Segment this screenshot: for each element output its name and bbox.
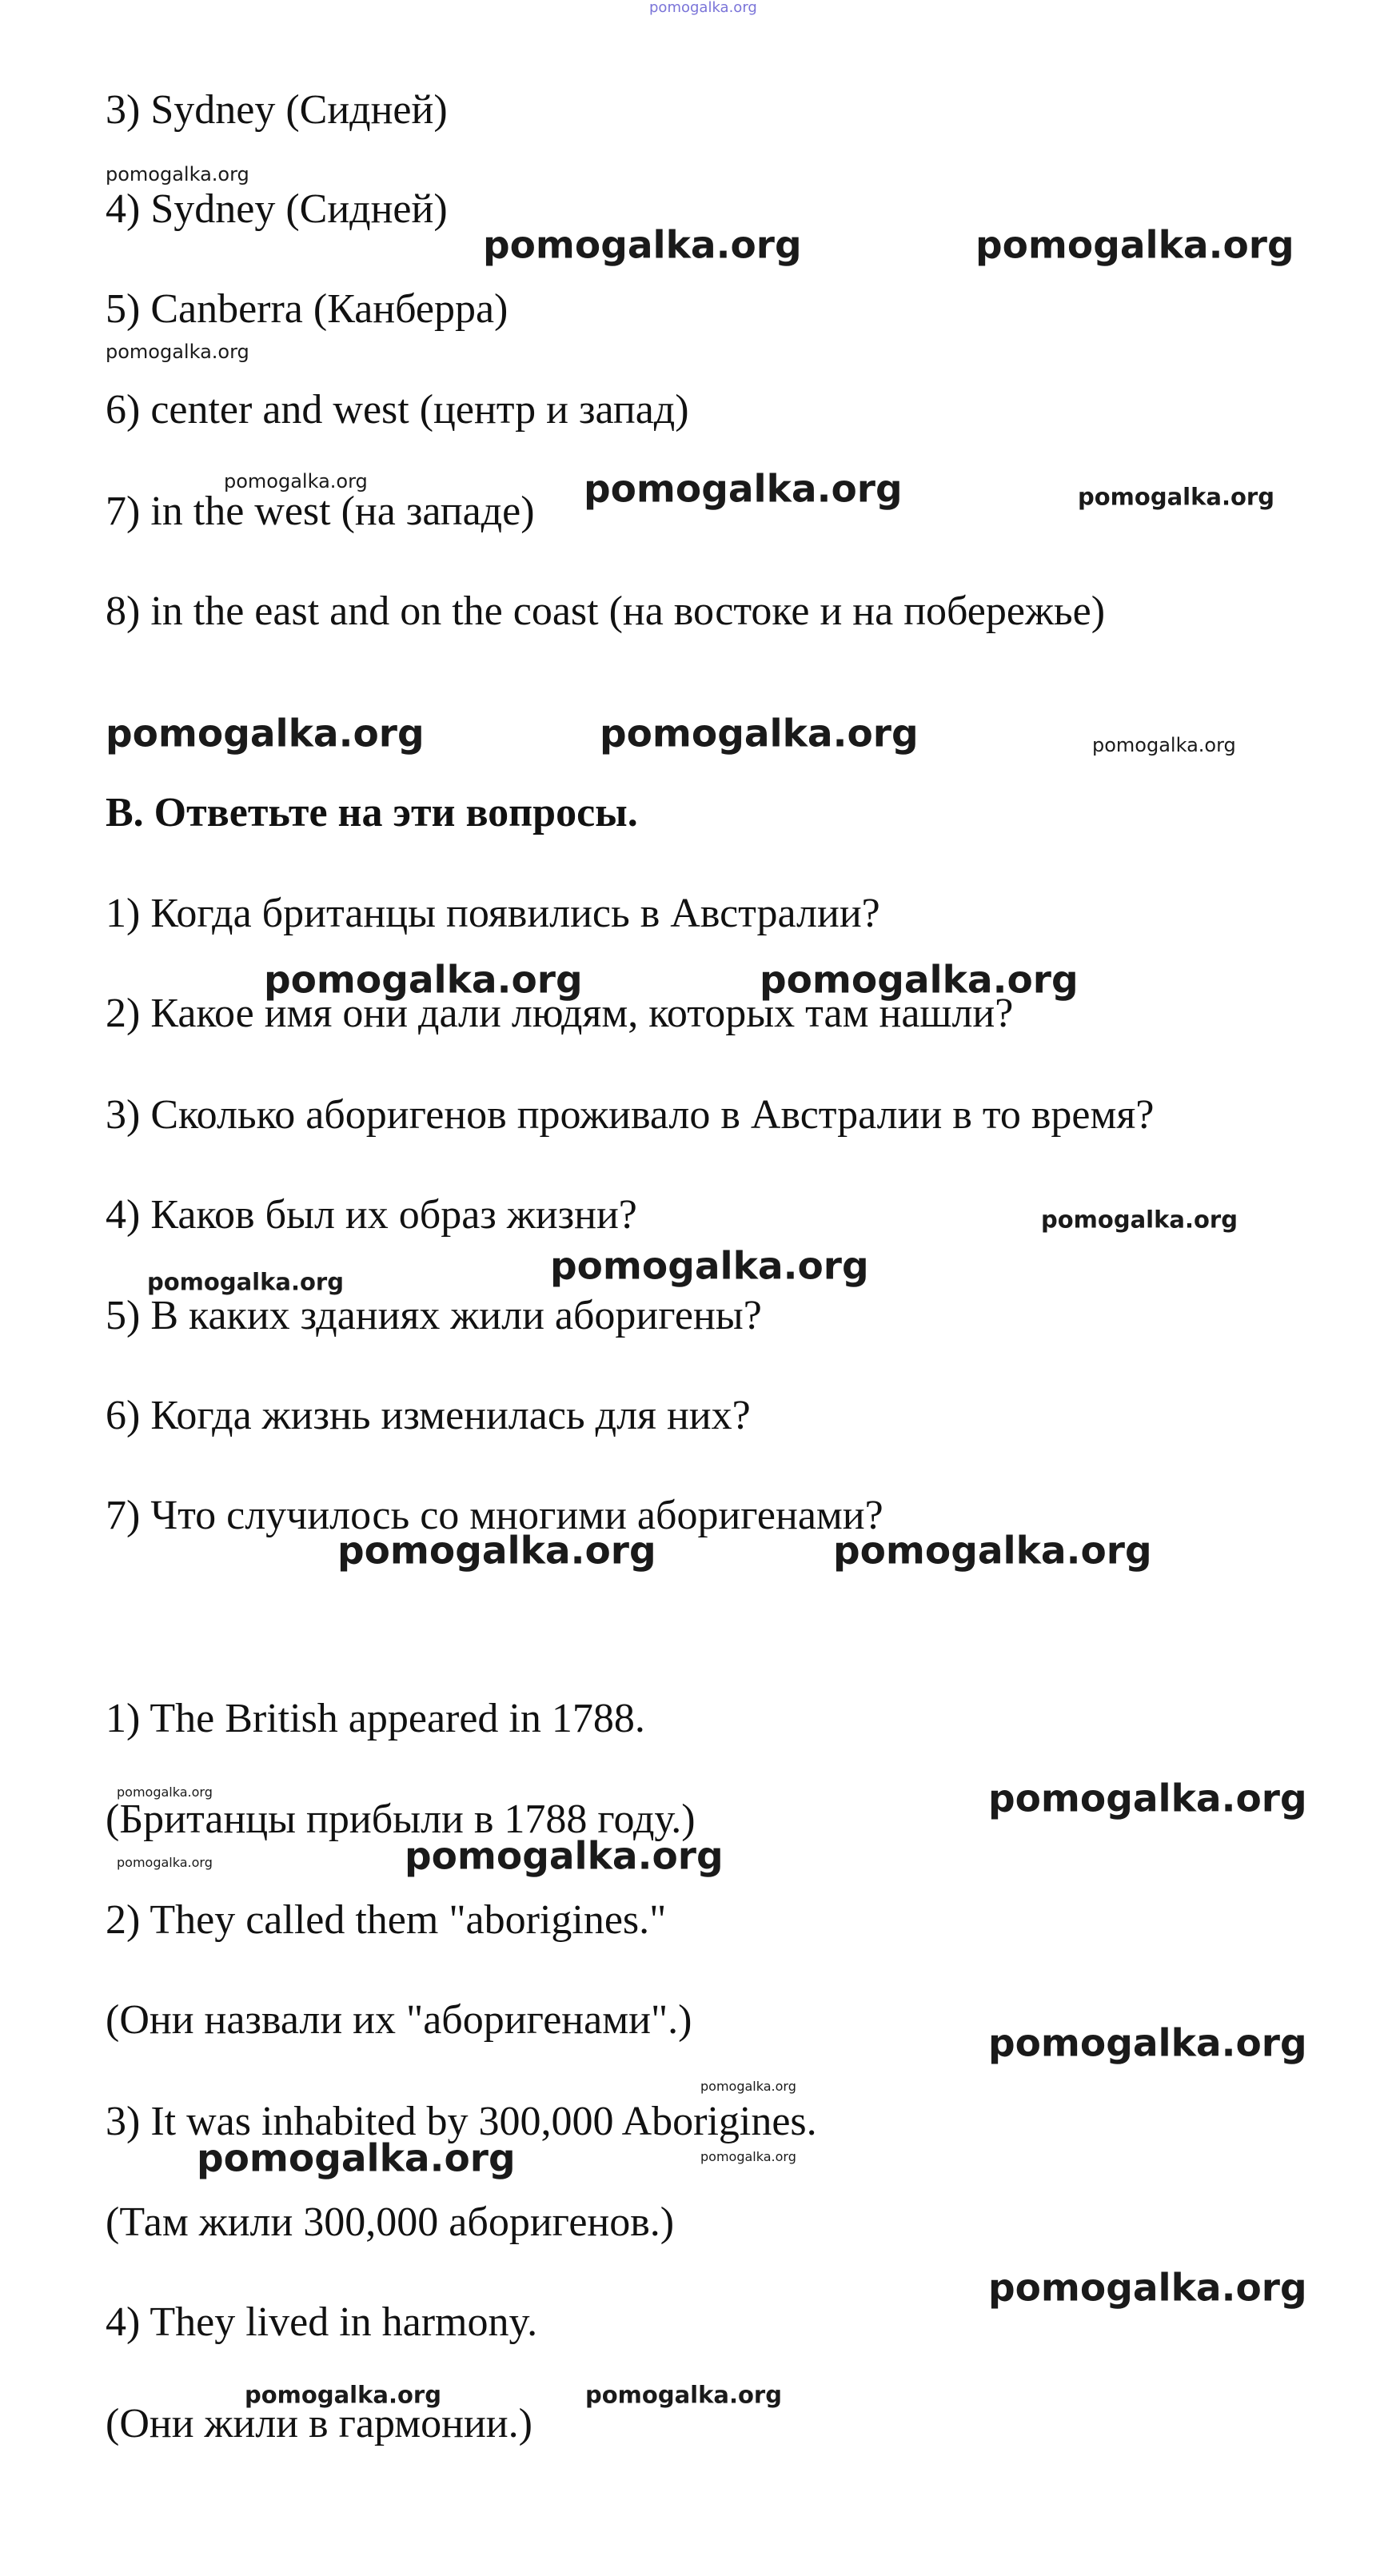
answer-b-1-ru: (Британцы прибыли в 1788 году.)	[106, 1796, 696, 1842]
watermark: pomogalka.org	[988, 2021, 1307, 2066]
answer-b-3-ru: (Там жили 300,000 аборигенов.)	[106, 2199, 675, 2245]
watermark: pomogalka.org	[700, 2149, 796, 2164]
watermark: pomogalka.org	[106, 163, 249, 185]
answer-b-1: 1) The British appeared in 1788.	[106, 1696, 645, 1741]
watermark: pomogalka.org	[1092, 734, 1236, 756]
watermark: pomogalka.org	[106, 341, 249, 363]
watermark: pomogalka.org	[700, 2079, 796, 2094]
answer-b-4: 4) They lived in harmony.	[106, 2299, 538, 2345]
question-3: 3) Сколько аборигенов проживало в Австралии в то время?	[106, 1092, 1155, 1138]
watermark: pomogalka.org	[337, 1529, 656, 1573]
watermark: pomogalka.org	[975, 223, 1294, 268]
watermark: pomogalka.org	[405, 1834, 724, 1879]
watermark: pomogalka.org	[550, 1244, 869, 1289]
answer-a-6: 6) center and west (центр и запад)	[106, 387, 689, 433]
watermark: pomogalka.org	[224, 470, 368, 492]
answer-b-4-ru: (Они жили в гармонии.)	[106, 2401, 532, 2446]
question-6: 6) Когда жизнь изменилась для них?	[106, 1393, 751, 1438]
question-2: 2) Какое имя они дали людям, которых там нашли?	[106, 991, 1014, 1036]
question-5: 5) В каких зданиях жили аборигены?	[106, 1293, 762, 1338]
watermark: pomogalka.org	[585, 2381, 782, 2409]
answer-a-4: 4) Sydney (Сидней)	[106, 186, 448, 232]
watermark: pomogalka.org	[760, 958, 1079, 1003]
question-4: 4) Каков был их образ жизни?	[106, 1192, 637, 1238]
watermark: pomogalka.org	[1041, 1206, 1238, 1234]
watermark: pomogalka.org	[1078, 483, 1274, 511]
watermark: pomogalka.org	[833, 1529, 1152, 1573]
watermark-top: pomogalka.org	[649, 0, 757, 16]
watermark: pomogalka.org	[584, 467, 903, 512]
watermark: pomogalka.org	[245, 2381, 441, 2409]
watermark: pomogalka.org	[600, 712, 919, 756]
section-b-title: B. Ответьте на эти вопросы.	[106, 790, 638, 835]
answer-b-3: 3) It was inhabited by 300,000 Aborigines.	[106, 2099, 817, 2144]
answer-a-5: 5) Canberra (Канберра)	[106, 286, 509, 332]
watermark: pomogalka.org	[988, 2266, 1307, 2311]
question-7: 7) Что случилось со многими аборигенами?	[106, 1493, 883, 1538]
watermark: pomogalka.org	[197, 2136, 516, 2181]
watermark: pomogalka.org	[988, 1776, 1307, 1821]
answer-b-2-ru: (Они назвали их "аборигенами".)	[106, 1997, 692, 2043]
answer-a-3: 3) Sydney (Сидней)	[106, 87, 448, 133]
watermark: pomogalka.org	[147, 1268, 344, 1296]
watermark: pomogalka.org	[106, 712, 425, 756]
answer-a-7: 7) in the west (на западе)	[106, 488, 535, 534]
answer-a-8: 8) in the east and on the coast (на востоке и на побережье)	[106, 588, 1106, 634]
watermark: pomogalka.org	[264, 958, 583, 1003]
watermark: pomogalka.org	[483, 223, 802, 268]
question-1: 1) Когда британцы появились в Австралии?	[106, 891, 880, 936]
watermark: pomogalka.org	[117, 1784, 213, 1800]
watermark: pomogalka.org	[117, 1855, 213, 1870]
answer-b-2: 2) They called them "aborigines."	[106, 1897, 667, 1943]
